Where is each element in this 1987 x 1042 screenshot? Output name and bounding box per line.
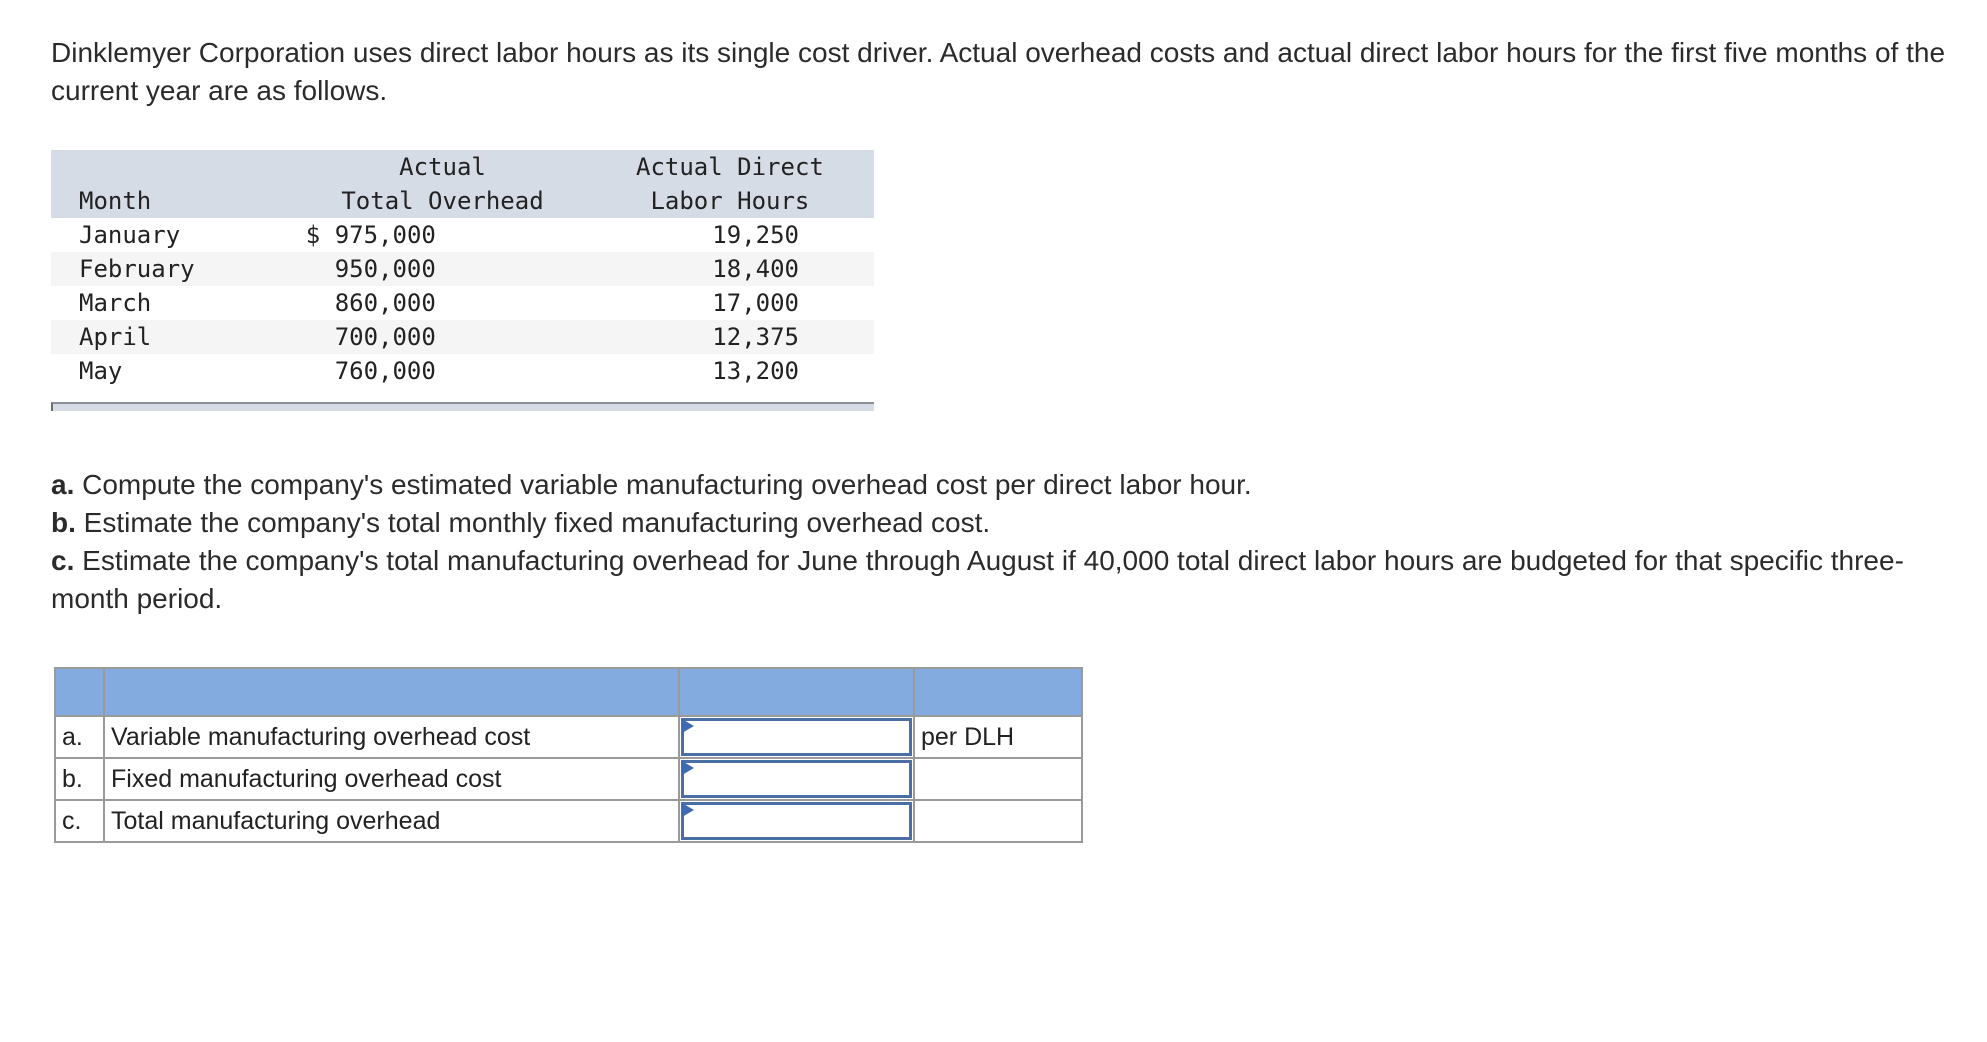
question-c <box>51 542 1951 618</box>
table-row <box>51 320 874 354</box>
intro-paragraph: Dinklemyer Corporation uses direct labor hours as its single cost driver. Actual overhead costs and actual direct labor hours for the first five months of the current year are as follows. <box>51 37 1946 106</box>
answer-label: Variable manufacturing overhead cost <box>104 716 679 758</box>
answer-letter: c. <box>55 800 104 842</box>
answer-letter: b. <box>55 758 104 800</box>
header-overhead-line2: Total Overhead <box>341 187 544 215</box>
month-cell: February <box>79 255 195 283</box>
answer-input-cell <box>679 800 914 842</box>
answer-label: Fixed manufacturing overhead cost <box>104 758 679 800</box>
total-overhead-input[interactable] <box>684 805 909 837</box>
answer-unit <box>914 758 1082 800</box>
overhead-cell: 760,000 <box>334 357 436 385</box>
dlh-cell: 18,400 <box>712 255 799 283</box>
answer-row-c <box>55 800 1082 842</box>
answer-header-cell <box>914 668 1082 716</box>
month-cell: January <box>79 221 181 249</box>
month-cell: April <box>79 323 152 351</box>
header-row-2 <box>51 184 874 218</box>
header-dlh-line2: Labor Hours <box>650 187 810 215</box>
answer-input-cell <box>679 716 914 758</box>
answer-row-a <box>55 716 1082 758</box>
answer-header-cell <box>55 668 104 716</box>
question-letter: a. <box>51 469 75 500</box>
overhead-cell: $ 975,000 <box>305 221 436 249</box>
table-row <box>51 354 874 388</box>
answer-unit: per DLH <box>914 716 1082 758</box>
answer-label: Total manufacturing overhead <box>104 800 679 842</box>
header-month: Month <box>79 187 152 215</box>
question-letter: b. <box>51 507 76 538</box>
header-month-blank <box>51 150 299 184</box>
questions-block <box>51 466 1951 618</box>
question-b <box>51 504 1951 542</box>
answer-table <box>54 667 1083 843</box>
question-text: Estimate the company's total manufacturing overhead for June through August if 40,000 total direct labor hours are budgeted for that specific three-month period. <box>51 545 1904 614</box>
question-a <box>51 466 1951 504</box>
table-row <box>51 252 874 286</box>
answer-input-cell <box>679 758 914 800</box>
header-dlh-line1: Actual Direct <box>636 153 824 181</box>
answer-header-row <box>55 668 1082 716</box>
header-row-1 <box>51 150 874 184</box>
question-text: Compute the company's estimated variable manufacturing overhead cost per direct labor hour. <box>82 469 1252 500</box>
answer-header-cell <box>679 668 914 716</box>
fixed-overhead-input[interactable] <box>684 763 909 795</box>
dlh-cell: 13,200 <box>712 357 799 385</box>
overhead-data-table <box>51 150 874 388</box>
overhead-cell: 860,000 <box>334 289 436 317</box>
table-row <box>51 286 874 320</box>
answer-unit <box>914 800 1082 842</box>
header-overhead-line1: Actual <box>399 153 486 181</box>
dlh-cell: 19,250 <box>712 221 799 249</box>
month-cell: May <box>79 357 123 385</box>
answer-letter: a. <box>55 716 104 758</box>
month-cell: March <box>79 289 152 317</box>
dlh-cell: 17,000 <box>712 289 799 317</box>
overhead-cell: 700,000 <box>334 323 436 351</box>
table-row <box>51 218 874 252</box>
question-text: Estimate the company's total monthly fixed manufacturing overhead cost. <box>83 507 991 538</box>
variable-overhead-input[interactable] <box>684 721 909 753</box>
answer-row-b <box>55 758 1082 800</box>
overhead-cell: 950,000 <box>334 255 436 283</box>
question-letter: c. <box>51 545 75 576</box>
table-bottom-rule <box>51 402 874 411</box>
dlh-cell: 12,375 <box>712 323 799 351</box>
data-table-container <box>51 150 874 411</box>
answer-header-cell <box>104 668 679 716</box>
